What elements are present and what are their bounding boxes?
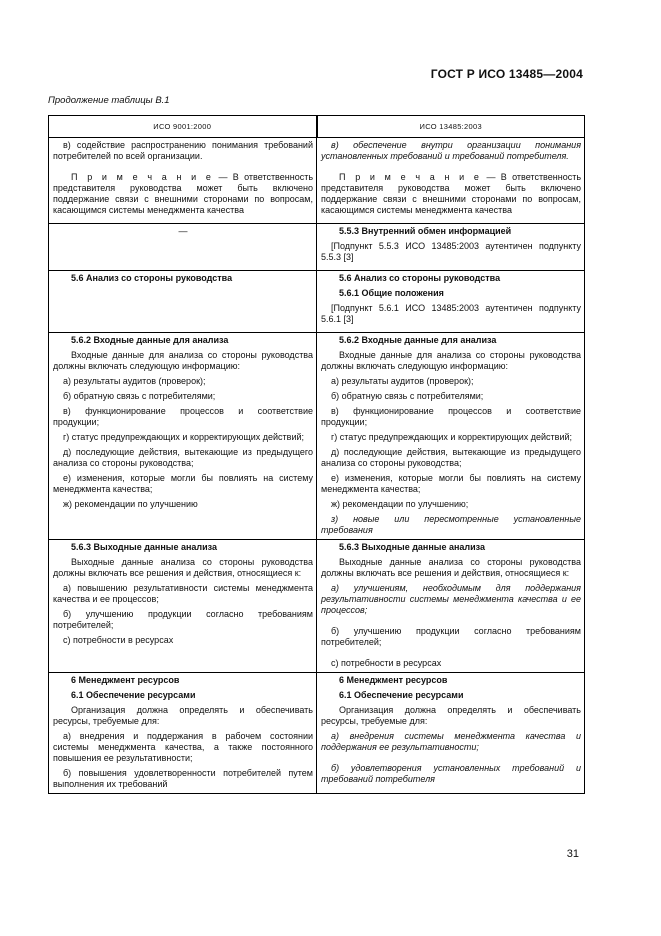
table-paragraph: а) повышению результативности системы менеджмента качества и ее процессов; xyxy=(53,583,313,604)
table-header-row xyxy=(49,116,585,138)
table-paragraph: 5.6 Анализ со стороны руководства xyxy=(339,273,501,283)
table-paragraph: а) внедрения и поддержания в рабочем состоянии системы менеджмента качества, а также постоянного повышения ее результативности; xyxy=(53,731,313,763)
table-row xyxy=(49,271,585,333)
table-row xyxy=(49,333,585,540)
table-row xyxy=(49,138,585,224)
table-paragraph: е) изменения, которые могли бы повлиять на систему менеджмента качества; xyxy=(53,473,313,494)
table-paragraph: з) новые или пересмотренные установленные требования xyxy=(321,514,581,535)
cell-iso13485 xyxy=(317,271,585,333)
note-label: П р и м е ч а н и е xyxy=(71,172,214,182)
table-paragraph: г) статус предупреждающих и корректирующих действий; xyxy=(63,432,305,442)
table-paragraph: б) улучшению продукции согласно требованиям потребителей; xyxy=(53,609,313,630)
note-text: — В ответственность представителя руководства может быть включено поддержание связи с внешними сторонами по вопросам, касающимся системы менеджмента качества xyxy=(53,172,314,215)
table-paragraph: б) повышения удовлетворенности потребителей путем выполнения их требований xyxy=(53,768,313,789)
cell-iso13485 xyxy=(317,138,585,224)
table-paragraph xyxy=(321,172,581,216)
table-row xyxy=(49,673,585,794)
table-paragraph: 5.5.3 Внутренний обмен информацией xyxy=(339,226,512,236)
table-paragraph: 6 Менеджмент ресурсов xyxy=(339,675,448,685)
table-paragraph: [Подпункт 5.5.3 ИСО 13485:2003 аутентичен подпункту 5.5.3 [3] xyxy=(321,241,581,262)
table-paragraph: 6 Менеджмент ресурсов xyxy=(71,675,180,685)
table-row xyxy=(49,224,585,271)
table-paragraph: в) функционирование процессов и соответствие продукции; xyxy=(53,406,313,427)
note-label: П р и м е ч а н и е xyxy=(339,172,482,182)
table-paragraph: б) улучшению продукции согласно требованиям потребителей; xyxy=(321,626,581,647)
table-paragraph: а) результаты аудитов (проверок); xyxy=(63,376,206,386)
table-paragraph: Организация должна определять и обеспечивать ресурсы, требуемые для: xyxy=(53,705,313,726)
table-paragraph: б) обратную связь с потребителями; xyxy=(63,391,216,401)
table-paragraph: Выходные данные анализа со стороны руководства должны включать все решения и действия, относящиеся к: xyxy=(321,557,581,578)
table-paragraph: 6.1 Обеспечение ресурсами xyxy=(71,690,196,700)
table-paragraph: е) изменения, которые могли бы повлиять на систему менеджмента качества; xyxy=(321,473,581,494)
table-paragraph: а) улучшениям, необходимым для поддержания результативности системы менеджмента качества и ее процессов; xyxy=(321,583,581,615)
table-paragraph: 5.6.3 Выходные данные анализа xyxy=(71,542,218,552)
table-paragraph: Входные данные для анализа со стороны руководства должны включать следующую информацию: xyxy=(321,350,581,371)
table-paragraph: Организация должна определять и обеспечивать ресурсы, требуемые для: xyxy=(321,705,581,726)
table-paragraph: г) статус предупреждающих и корректирующих действий; xyxy=(331,432,573,442)
cell-iso13485 xyxy=(317,224,585,271)
document-header-standard: ГОСТ Р ИСО 13485—2004 xyxy=(430,67,583,81)
table-paragraph: а) результаты аудитов (проверок); xyxy=(331,376,474,386)
cell-iso9001 xyxy=(49,333,317,540)
table-caption: Продолжение таблицы В.1 xyxy=(48,95,170,106)
table-paragraph xyxy=(53,172,313,216)
table-paragraph: ж) рекомендации по улучшению; xyxy=(331,499,469,509)
column-header-iso13485: ИСО 13485:2003 xyxy=(317,116,585,138)
table-paragraph: в) содействие распространению понимания требований потребителей по всей организации. xyxy=(53,140,313,161)
table-paragraph: в) обеспечение внутри организации понимания установленных требований и требований потребителя. xyxy=(321,140,581,161)
table-paragraph: 5.6.2 Входные данные для анализа xyxy=(339,335,497,345)
table-paragraph: 5.6.3 Выходные данные анализа xyxy=(339,542,486,552)
table-paragraph: с) потребности в ресурсах xyxy=(331,658,442,668)
page-number: 31 xyxy=(566,848,579,860)
table-paragraph: б) обратную связь с потребителями; xyxy=(331,391,484,401)
table-paragraph: с) потребности в ресурсах xyxy=(63,635,174,645)
cell-iso9001 xyxy=(49,224,317,271)
table-row xyxy=(49,540,585,673)
table-paragraph: 5.6.2 Входные данные для анализа xyxy=(71,335,229,345)
cell-iso9001 xyxy=(49,271,317,333)
table-paragraph: 5.6.1 Общие положения xyxy=(339,288,444,298)
cell-iso9001 xyxy=(49,540,317,673)
table-paragraph: 5.6 Анализ со стороны руководства xyxy=(71,273,233,283)
table-body xyxy=(49,138,585,794)
comparison-table xyxy=(48,115,585,794)
table-paragraph: Входные данные для анализа со стороны руководства должны включать следующую информацию: xyxy=(53,350,313,371)
table-paragraph: Выходные данные анализа со стороны руководства должны включать все решения и действия, относящиеся к: xyxy=(53,557,313,578)
table-paragraph: в) функционирование процессов и соответствие продукции; xyxy=(321,406,581,427)
table-paragraph: д) последующие действия, вытекающие из предыдущего анализа со стороны руководства; xyxy=(321,447,581,468)
table-paragraph: 6.1 Обеспечение ресурсами xyxy=(339,690,464,700)
table-paragraph: д) последующие действия, вытекающие из предыдущего анализа со стороны руководства; xyxy=(53,447,313,468)
cell-iso13485 xyxy=(317,673,585,794)
table-paragraph: — xyxy=(178,226,188,236)
cell-iso13485 xyxy=(317,333,585,540)
table-paragraph: [Подпункт 5.6.1 ИСО 13485:2003 аутентичен подпункту 5.6.1 [3] xyxy=(321,303,581,324)
cell-iso9001 xyxy=(49,138,317,224)
table-paragraph: б) удовлетворения установленных требований и требований потребителя xyxy=(321,763,581,784)
column-header-iso9001: ИСО 9001:2000 xyxy=(49,116,317,138)
note-text: — В ответственность представителя руководства может быть включено поддержание связи с внешними сторонами по вопросам, касающимся системы менеджмента качества xyxy=(321,172,582,215)
table-paragraph: ж) рекомендации по улучшению xyxy=(63,499,198,509)
cell-iso9001 xyxy=(49,673,317,794)
cell-iso13485 xyxy=(317,540,585,673)
table-paragraph: а) внедрения системы менеджмента качества и поддержания ее результативности; xyxy=(321,731,581,752)
